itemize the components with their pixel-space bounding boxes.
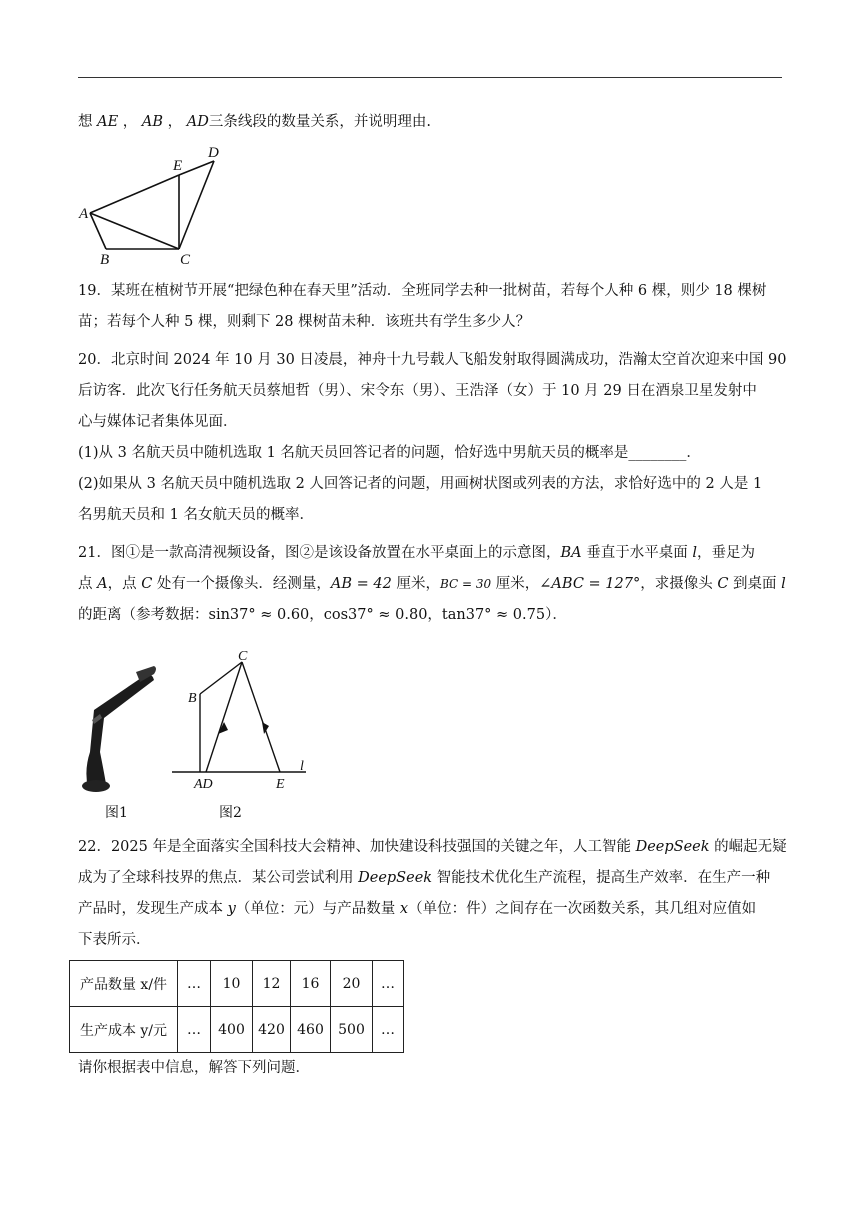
caption-figure-2: 图2 xyxy=(219,805,242,821)
segment-bc xyxy=(200,662,242,694)
label-e: E xyxy=(276,777,285,792)
values-table xyxy=(69,960,404,1053)
label-e: E xyxy=(173,158,183,174)
label-c: C xyxy=(238,650,248,664)
row-header-quantity: 产品数量 x/件 xyxy=(70,961,178,1007)
label-b: B xyxy=(100,252,110,268)
figure-18 xyxy=(76,142,226,268)
device-arm-shape xyxy=(86,675,154,788)
segment-ab: AB xyxy=(141,114,164,130)
label-b: B xyxy=(188,691,197,706)
question-20: 20．北京时间 2024 年 10 月 30 日凌晨，神舟十九号载人飞船发射取得圆满成功，浩瀚太空首次迎来中国 90 后访客．此次飞行任务航天员蔡旭哲（男）、宋令东（男）、王浩泽（女）于 10 月 29 日在酒泉卫星发射中 心与媒体记者集体见面． (1)从 3 名航天员中随机选取 1 名航天员回答记者的问题，恰好选中男航天员的概率是________． (2)如果从 3 名航天员中随机选取 2 人回答记者的问题，用画树状图或列表的方法，求恰好选中的 2 人是 1 名男航天员和 1 名女航天员的概率． xyxy=(78,345,784,531)
q21-reference-data: 的距离（参考数据：sin37° ≈ 0.60，cos37° ≈ 0.80，tan37° ≈ 0.75）． xyxy=(78,607,567,623)
caption-figure-1: 图1 xyxy=(105,805,128,821)
arrow-cd xyxy=(218,722,228,734)
label-d: D xyxy=(208,145,219,161)
angle-abc: ∠ABC = 127° xyxy=(539,576,641,592)
question-22: 22．2025 年是全面落实全国科技大会精神、加快建设科技强国的关键之年，人工智能 DeepSeek 的崛起无疑 成为了全球科技界的焦点．某公司尝试利用 DeepSeek 智能技术优化生产流程，提高生产效率．在生产一种 产品时，发现生产成本 y（单位：元）与产品数量 x（单位：件）之间存在一次函数关系，其几组对应值如 下表所示． xyxy=(78,839,787,948)
question-21: 21．图①是一款高清视频设备，图②是该设备放置在水平桌面上的示意图，BA 垂直于水平桌面 l，垂足为 点 A，点 C 处有一个摄像头．经测量，AB = 42 厘米，BC = 30 厘米，∠ABC = 127°，求摄像头 C 到桌面 l 的距离（参考数据：sin37° ≈ 0.60，cos37° ≈ 0.80，tan37° ≈ 0.75）． xyxy=(78,538,784,631)
table-row: 产品数量 x/件 … 10 12 16 20 … xyxy=(70,961,404,1007)
figure-1-device-illustration xyxy=(74,660,164,795)
label-ad: AD xyxy=(194,777,213,792)
line-dc xyxy=(179,161,214,249)
line-ae xyxy=(90,175,179,213)
figure-2-schematic xyxy=(170,650,320,800)
label-l: l xyxy=(300,759,304,774)
q20-part2-line2: 名男航天员和 1 名女航天员的概率． xyxy=(78,507,314,523)
table-row: 生产成本 y/元 … 400 420 460 500 … xyxy=(70,1007,404,1053)
arrow-ce xyxy=(262,722,269,734)
row-header-cost: 生产成本 y/元 xyxy=(70,1007,178,1053)
bc-measure: BC = 30 xyxy=(439,577,492,591)
q20-part1: (1)从 3 名航天员中随机选取 1 名航天员回答记者的问题，恰好选中男航天员的概率是________． xyxy=(78,445,701,461)
ray-ce xyxy=(242,662,280,772)
ray-cd xyxy=(206,662,242,772)
closing-instruction: 请你根据表中信息，解答下列问题． xyxy=(78,1060,310,1076)
segment-ae: AE xyxy=(97,114,119,130)
label-a: A xyxy=(79,206,89,222)
question-19: 19．某班在植树节开展“把绿色种在春天里”活动．全班同学去种一批树苗，若每个人种 6 棵，则少 18 棵树 苗；若每个人种 5 棵，则剩下 28 棵树苗未种．该班共有学生多少人？ xyxy=(78,283,767,330)
device-base xyxy=(82,780,110,792)
q20-part2-line1: (2)如果从 3 名航天员中随机选取 2 人回答记者的问题，用画树状图或列表的方法，求恰好选中的 2 人是 1 xyxy=(78,476,763,492)
label-c: C xyxy=(180,252,191,268)
ab-measure: AB = 42 xyxy=(330,576,392,592)
q18-text: 想 AE ， AB ， AD三条线段的数量关系，并说明理由. xyxy=(78,114,431,130)
segment-ad: AD xyxy=(186,114,209,130)
header-rule xyxy=(78,77,782,78)
